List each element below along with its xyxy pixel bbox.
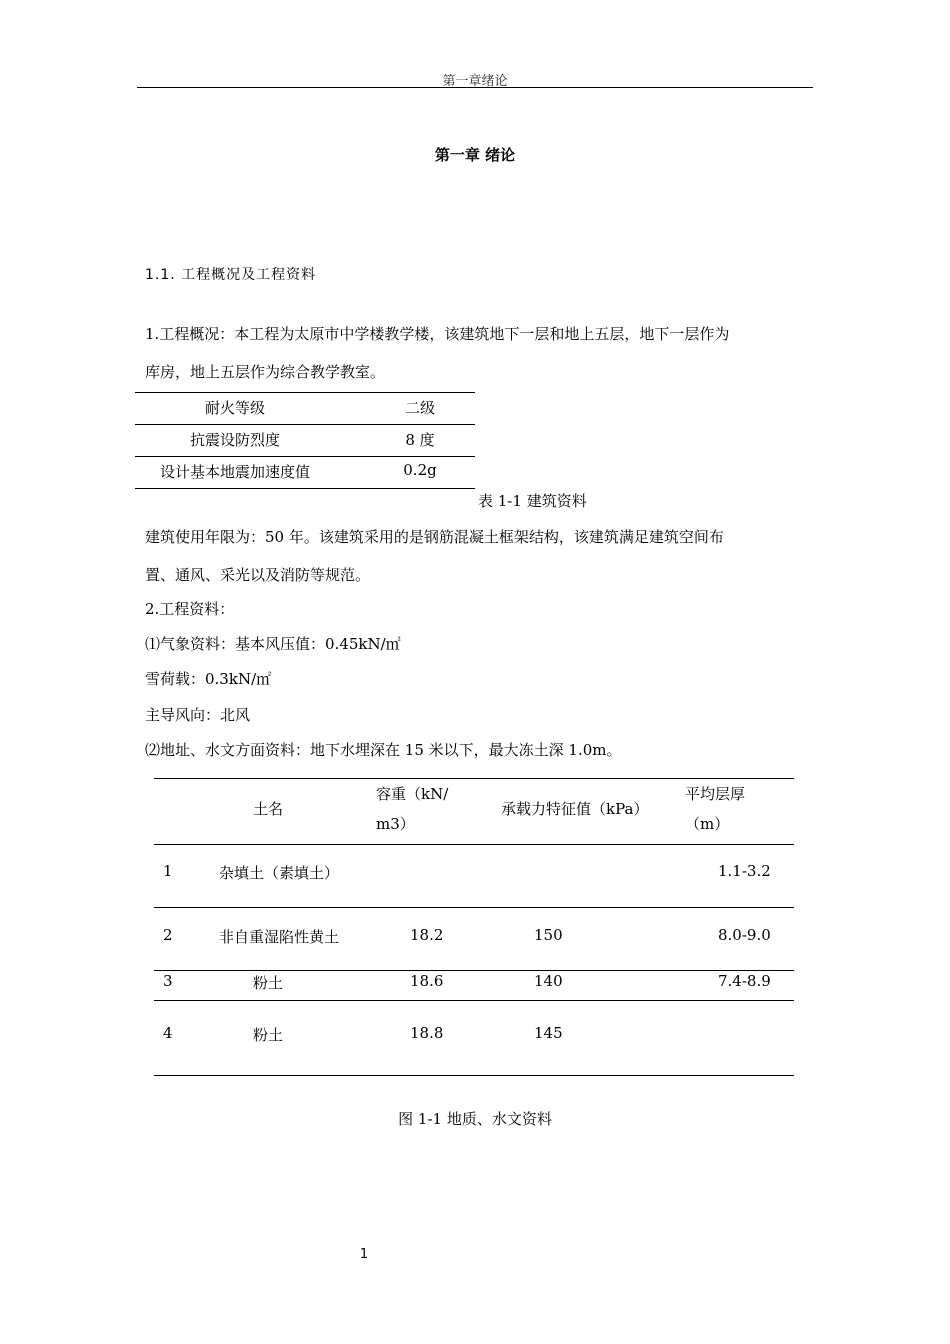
building-info-table — [135, 392, 475, 489]
row-density: 18.8 — [410, 1024, 444, 1042]
table-cell-value: 8 度 — [405, 431, 435, 449]
header-density: 容重（kN/ — [376, 785, 449, 803]
table-cell-label: 抗震设防烈度 — [189, 431, 280, 449]
snow-line: 雪荷载：0.3kN/㎡ — [145, 670, 272, 688]
header-density-unit: m3） — [376, 815, 415, 833]
row-no: 1 — [163, 862, 173, 880]
header-thickness-unit: （m） — [685, 815, 730, 833]
row-thickness: 8.0-9.0 — [718, 926, 771, 944]
table-rule — [154, 844, 794, 845]
table1-caption: 表 1-1 建筑资料 — [478, 492, 587, 510]
page-header: 第一章绪论 — [442, 74, 508, 89]
row-density: 18.2 — [410, 926, 444, 944]
table-cell-value: 0.2g — [403, 461, 437, 479]
table-rule — [154, 1075, 794, 1076]
row-name: 杂填土（素填土） — [219, 864, 340, 882]
soil-table — [154, 778, 794, 1076]
wind-line: 主导风向：北风 — [145, 706, 251, 724]
row-name: 非自重湿陷性黄土 — [219, 928, 340, 946]
header-rule — [137, 87, 813, 88]
row-no: 4 — [163, 1024, 173, 1042]
row-density: 18.6 — [410, 972, 444, 990]
table-cell-label: 设计基本地震加速度值 — [159, 463, 310, 481]
table-rule — [154, 1000, 794, 1001]
overview-line-1: 1.工程概况：本工程为太原市中学楼教学楼，该建筑地下一层和地上五层，地下一层作为 — [145, 325, 730, 343]
row-thickness: 7.4-8.9 — [718, 972, 771, 990]
row-capacity: 145 — [534, 1024, 563, 1042]
usage-line-2: 置、通风、采光以及消防等规范。 — [145, 566, 371, 584]
header-thickness: 平均层厚 — [685, 785, 746, 803]
table2-caption: 图 1-1 地质、水文资料 — [398, 1110, 552, 1128]
header-name: 土名 — [253, 800, 284, 818]
row-no: 2 — [163, 926, 173, 944]
page-number: 1 — [359, 1247, 369, 1262]
row-name: 粉土 — [253, 1026, 284, 1044]
chapter-title: 第一章 绪论 — [434, 146, 516, 164]
row-capacity: 140 — [534, 972, 563, 990]
usage-line-1: 建筑使用年限为：50 年。该建筑采用的是钢筋混凝土框架结构，该建筑满足建筑空间布 — [145, 528, 724, 546]
table-row — [135, 392, 475, 424]
table-rule — [154, 778, 794, 779]
row-thickness: 1.1-3.2 — [718, 862, 771, 880]
weather-line: ⑴气象资料：基本风压值：0.45kN/㎡ — [145, 635, 401, 653]
row-capacity: 150 — [534, 926, 563, 944]
table-cell-label: 耐火等级 — [204, 399, 265, 417]
row-no: 3 — [163, 972, 173, 990]
table-row — [135, 424, 475, 456]
section-heading: 1.1. 工程概况及工程资料 — [145, 267, 317, 283]
geo-line: ⑵地址、水文方面资料：地下水埋深在 15 米以下，最大冻土深 1.0m。 — [145, 741, 622, 759]
materials-heading: 2.工程资料： — [145, 600, 235, 618]
table-row — [135, 456, 475, 489]
row-name: 粉土 — [253, 974, 284, 992]
table-rule — [154, 907, 794, 908]
table-cell-value: 二级 — [404, 399, 435, 417]
header-capacity: 承载力特征值（kPa） — [501, 800, 649, 818]
overview-line-2: 库房，地上五层作为综合教学教室。 — [145, 363, 386, 381]
table-rule — [154, 970, 794, 971]
